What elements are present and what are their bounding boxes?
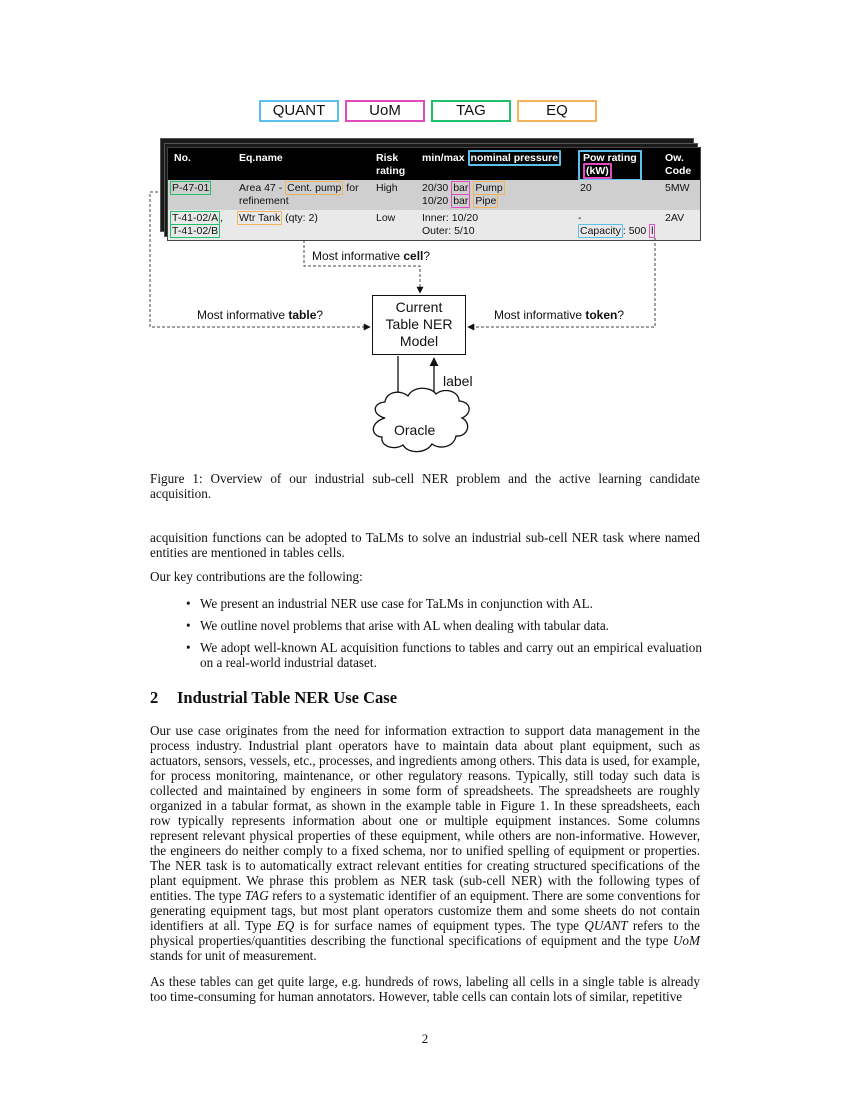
oracle-cloud <box>373 388 469 451</box>
paragraph-use-case: Our use case originates from the need for information extraction to support data management in the process industry. Industrial plant operators have to maintain data about plant equipment, such as actuators, sensors, vessels, etc., processes, and ingredients among others. This data is used, for example, for process monitoring, maintenance, or other regulatory reasons. Typically, still today such data is collected and maintained by engineers in some form of spreadsheets. The spreadsheets are roughly organized in a tabular format, as shown in the example table in Figure 1. In these spreadsheets, each row typically represents information about one or multiple equipment instances. Some columns represent relevant physical properties of these equipment, while others are non-informative. However, the engineers do neither comply to a fixed schema, nor to unified spelling of equipment or properties. The NER task is to automatically extract relevant entities for creating structured specifications of the plant equipment. We phrase this problem as NER task (sub-cell NER) with the following types of entities. The type TAG refers to a systematic identifier of an equipment. There are some conventions for generating equipment tags, but most plant operators customize them and some sheets do not contain identifiers at all. Type EQ is for surface names of equipment types. The type QUANT refers to the physical properties/quantities describing the functional specifications of equipment and the type UoM stands for unit of measurement. <box>150 723 700 963</box>
cell-pressure: 20/30 bar Pump 10/20 bar Pipe <box>422 182 503 207</box>
header-no: No. <box>174 152 191 164</box>
list-item: • We present an industrial NER use case for TaLMs in conjunction with AL. <box>180 596 702 611</box>
legend-tag: TAG <box>431 100 511 122</box>
cell-risk: Low <box>376 212 396 224</box>
eq-entity: Wtr Tank <box>239 212 281 224</box>
paragraph-labeling: As these tables can get quite large, e.g. hundreds of rows, labeling all cells in a single table is already too time-consuming for human annotators. However, table cells can contain lots of similar, repetitive <box>150 974 700 1004</box>
cell-dashed-arrow <box>304 240 420 293</box>
tag-entity: P-47-01 <box>172 182 210 194</box>
cell-pow: - Capacity : 500 l <box>578 212 654 237</box>
quant-entity: Capacity <box>580 225 621 237</box>
figure-caption: Figure 1: Overview of our industrial sub-cell NER problem and the active learning candidate acquisition. <box>150 471 700 501</box>
current-table-ner-model: Current Table NER Model <box>372 295 466 355</box>
cell-pow: 20 <box>580 182 592 194</box>
legend-quant: QUANT <box>259 100 339 122</box>
header-pow-rating: Pow rating (kW) <box>578 150 642 181</box>
list-item: • We adopt well-known AL acquisition functions to tables and carry out an empirical evaluation on a real-world industrial dataset. <box>180 640 702 670</box>
most-informative-table: Most informative table? <box>197 308 324 322</box>
list-item: • We outline novel problems that arise with AL when dealing with tabular data. <box>180 618 702 633</box>
tag-entity: T-41-02/B <box>172 225 219 237</box>
paragraph-contributions: Our key contributions are the following: <box>150 569 363 584</box>
cell-eqname: Wtr Tank (qty: 2) <box>239 212 318 224</box>
header-eqname: Eq.name <box>239 152 283 164</box>
cell-pressure: Inner: 10/20 Outer: 5/10 <box>422 212 479 237</box>
cell-risk: High <box>376 182 398 194</box>
uom-entity: bar <box>453 195 469 207</box>
eq-entity: Pump <box>475 182 503 194</box>
contributions-list <box>180 596 702 677</box>
eq-entity: Cent. pump <box>287 182 342 194</box>
uom-entity: l <box>651 225 654 237</box>
header-risk: Risk rating <box>376 152 406 177</box>
cell-ow: 2AV <box>665 212 685 224</box>
most-informative-token: Most informative token? <box>494 308 625 322</box>
cell-ow: 5MW <box>665 182 690 194</box>
header-nominal-pressure: nominal pressure <box>468 150 562 166</box>
header-ow-code: Ow. Code <box>665 152 692 177</box>
cell-eqname: Area 47 - Cent. pump for refinement <box>239 182 359 207</box>
legend-eq: EQ <box>517 100 597 122</box>
paragraph-intro: acquisition functions can be adopted to TaLMs to solve an industrial sub-cell NER task where named entities are mentioned in tables cells. <box>150 530 700 560</box>
oracle-text: Oracle <box>394 422 436 438</box>
header-minmax: min/max nominal pressure <box>422 152 561 165</box>
header-pow-unit: (kW) <box>583 163 612 179</box>
legend-uom: UoM <box>345 100 425 122</box>
label-text: label <box>443 373 473 389</box>
page-number: 2 <box>421 1031 429 1046</box>
tag-entity: T-41-02/A <box>172 212 219 224</box>
eq-entity: Pipe <box>475 195 497 207</box>
section-heading: 2 Industrial Table NER Use Case <box>150 688 398 707</box>
cell-no: T-41-02/A , T-41-02/B <box>172 212 224 237</box>
diagram-connectors <box>0 0 850 470</box>
most-informative-cell: Most informative cell? <box>312 249 431 263</box>
uom-entity: bar <box>453 182 469 194</box>
